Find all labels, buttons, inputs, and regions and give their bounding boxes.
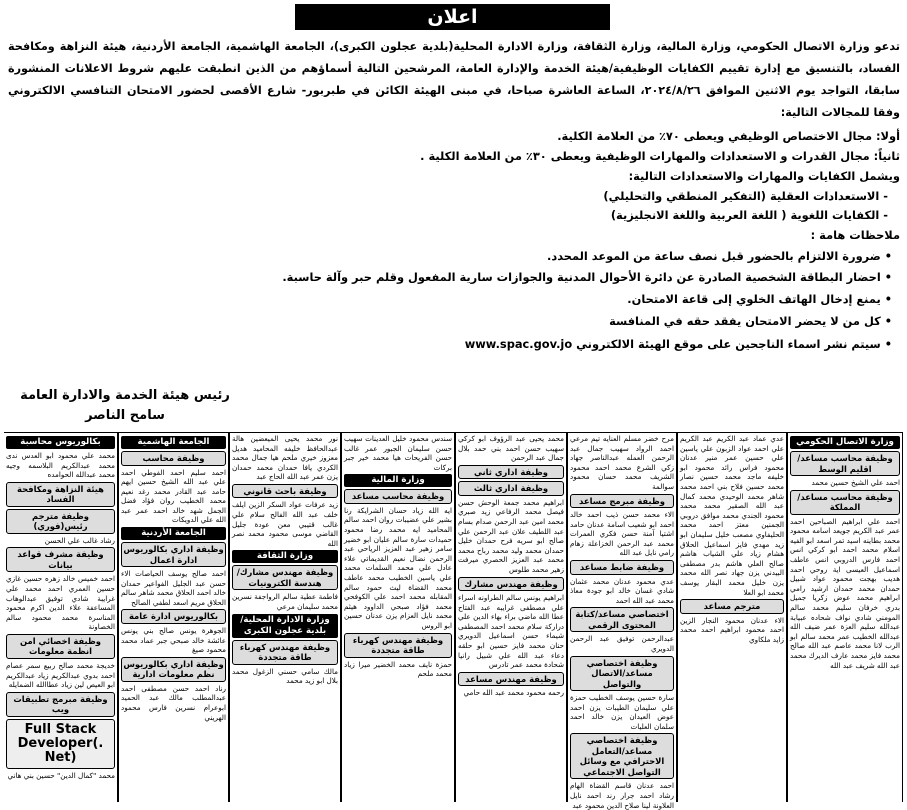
job-title: وظيفة محاسب مساعد/المملكة: [790, 490, 900, 515]
signature-block: [15, 386, 235, 426]
instruction-line: ويشمل الكفايات والمهارات والاستعدادات التالية:: [628, 169, 900, 183]
signature-title: رئيس هيئة الخدمة والادارة العامة: [20, 388, 230, 403]
job-title: وظيفة محاسب: [121, 451, 226, 466]
candidate-names: رناد احمد حسن مصطفى احمد عبدالمطلب مالك عبد الحميد ابوعرام نسرين فارس محمود الهريني: [121, 683, 226, 722]
table-column: [677, 432, 787, 802]
candidate-names: مرح خضر مسلم العنايه تيم مرعي احمد الرواد سهيب جمال عبد الرحمن العمله عبدالناصر جهاد زكي الشرع محمد احمد محمود الشريف محمد حسان محمود سوالمة: [570, 434, 674, 491]
table-column: [229, 432, 341, 802]
candidate-names: سندس محمود خليل العدينات سهيب حسن سليمان الجبور عمر غالب حسن الفريحات هيا محمد خير جبر بركات: [344, 434, 452, 472]
job-title: وظيفة محاسب مساعد: [344, 489, 452, 504]
intro-text: تدعو وزارة الاتصال الحكومي، وزارة المالية، وزارة الثقافة، وزارة الادارة المحلية(بلدية عجلون الكبرى)، الجامعة الهاشمية، الجامعة الأردنية، هيئة النزاهة ومكافحة الفساد، بالتنسيق مع إدارة تقييم الكفايات الوظيفية/هيئة الخدمة والإدارة العامة، المرشحين التالية أسماؤهم من الذين انطبقت عليهم شروط الاعلانات المنشورة سابقا، التواجد يوم الاثنين الموافق ٢٠٢٤/٨/٢٦، الساعة العاشرة صباحا، في مبنى الهيئة الكائن في طبربور- شارع الأقصى لحضور الامتحان التنافسي الالكتروني وفقا للمجالات التالية:: [8, 40, 900, 119]
candidate-names: ابراهيم يونس سالم الطراونه اسراء علي مصطفى غرايبه عبد الفتاح عطا الله ماضي براء بهاء الدين علي دراركة سلام محمد احمد المصطفى شيماء حسن اسماعيل الدويري حنان محمد فايز حسين ابو حلقه دعاء عبد الله علي شبيل رانيا شحادة محمد عمر تادرس: [458, 593, 564, 670]
institution-header: الجامعة الهاشمية: [121, 436, 226, 449]
job-title: وظيفة مهندس مساعد: [458, 672, 564, 687]
job-title: وظيفة مترجم رئيس(فوري): [6, 509, 115, 534]
table-column: [567, 432, 677, 810]
job-title: وظيفة اختصاصي مساعد/التعامل الاحترافي مع وسائل التواصل الاجتماعي: [570, 733, 674, 779]
candidate-names: محمد يحيى عبد الرؤوف ابو كركي سهيب حسن احمد بني حمد بلال جمال عبد الرحمن: [458, 434, 564, 463]
candidate-names: احمد علي ابراهيم الصباحين احمد عمر عبد الكريم جويعد اسامه محمود محمد بطاينه اسيد تمر اسعد ابو الفيه اسلام محمد احمد ابو كركي انس احمد فارس الدروبي انس عاطف اسماعيل العيسى اية روحي احمد هديب بهجت محمود عواد شبيل حمدان محمد حمدان ارشيد رامي ابراهيم محمد عوض زكريا جميل بدري خرفان سليم محمد سالم المومني شادي نواف شحاده عبيابة عبدالله سليم العزة عمر ضيف الله عبدالله الخطيب عمر محمد سالم ابو الرب لانا محمد عاصم عبد الله صالح محمد فايز محمد عارف الديرك محمد عبد الله شريف عبد الله: [790, 516, 900, 670]
candidate-names: فاطمة عطية سالم الرواجفة نسرين محمد سليمان مرعي: [232, 592, 338, 612]
signature-name: سامح الناصر: [85, 408, 165, 423]
candidate-names: خديجة محمد صالح ربيع سمر عصام احمد بدوي عبدالكريم زياد عبدالكريم ابو العيص لين زياد عطاالله الضمايله: [6, 660, 115, 690]
table-column: [118, 432, 229, 802]
candidate-names: محمد علي محمود ابو العدس ندى محمد عبدالكريم البلاسمه وجيه محمد عبدالله الحوامده: [6, 451, 115, 480]
candidates-table: [4, 432, 903, 810]
job-title: مترجم مساعد: [680, 599, 784, 614]
candidate-names: احمد سليم احمد الفوطي احمد علي عبد الله الشيخ حسين ايهم حامد عبد القادر محمد رغد نعيم محمد الخطيب روان فؤاد فضل الجمل شهد خالد احمد عمر عبد الله علي الدويكات: [121, 467, 226, 525]
job-title: هيئة النزاهة ومكافحة الفساد: [6, 482, 115, 507]
candidate-names: رحمه محمود محمد عبد الله حامي: [463, 688, 564, 698]
instruction-line: - الكفايات اللغوية ( اللغة العربية واللغة الانجليزية): [610, 208, 888, 222]
candidate-names: احمد خميس خالد زهره حسين غازي حسين العمري احمد محمد علي غرايبة شادي توفيق عبدالوهاب المساعفة علاء الدين اكرم محمود المناسرة محمد محمود سالم الخصاونة: [6, 574, 115, 632]
candidate-names: عدي عماد عبد الكريم عبد الكريم علي احمد عواد الزبون علي ياسين علي حسين عمر منير عدنان محمود فراس رائد محمود ابو خليفه ماجد محمد حسين نصار محمد حسين فلاح بني احمد محمد شاهر محمد الوحيدي محمد كمال عبد الله الصقير محمد محمد محمود الجندي محمد موافق دروبي الجمنين معتز احمد محمد الحليفاوي مصعب خليل سليمان ابو زيد مهدي فايز اسماعيل الحلاق هشام زياد علي الشياب هاشم صالح العلي هاشم بدر مصطفى البيدني يزن جهاد نصر الله محمد يزن خليل محمد البقار يوسف محمد ابو العلا: [680, 434, 784, 597]
job-title: وظيفة اداري ثاني: [458, 465, 564, 480]
candidate-names: مالك سامي حسني الزغول محمد بلال ابو زيد محمد: [232, 666, 338, 686]
table-column: [341, 432, 455, 802]
notes-heading: ملاحظات هامة :: [810, 228, 900, 242]
candidate-names: ابراهيم محمد جمعة الوحش حسن فيصل محمد الرفاعي زيد صبري محمد امين عبد الرحمن صدام بسام عبد اللطيف علان عبد الرحمن علي صالح ابو سريه فرح حمدان خليل حمدان محمد وليد محمد رباح محمد محمد عبد العزيز الحصري ميرفت زهير محمد طلوس: [458, 497, 564, 574]
candidate-names: رشاد غالب علي الحسن: [44, 535, 115, 545]
job-title: وظيفة اخصائي امن انظمة معلومات: [6, 634, 115, 659]
job-title: وظيفة مهندس كهرباء طاقة متجددة: [344, 633, 452, 658]
intro-paragraph: [8, 36, 900, 124]
candidate-names: الاء عدنان محمود النجار الزين احمد محمود ابراهيم احمد محمد زايد ملكاوي: [680, 615, 784, 644]
job-title: وظيفة مهندس مشارك: [458, 577, 564, 592]
candidate-names: سارة حسين يوسف الخطيب حمزة علي سليمان الطيبات يزن احمد عوض العيدان يزن خالد احمد سلمان العليات: [570, 693, 674, 731]
candidate-names: احمد عدنان قاسم القضاة الهام رشاد احمد جرار رند احمد نايل العلاونة لينا صلاح الدين محمود عبد: [570, 781, 674, 810]
candidate-names: الجوهرة يونس صالح بني يونس عائشة خالد صبحي جبر عماد محمد محمود صيغ: [121, 625, 226, 655]
note-item: • سيتم نشر اسماء الناجحين على موقع الهيئة الالكتروني www.spac.gov.jo: [464, 337, 892, 351]
table-column: [455, 432, 567, 802]
candidate-names: زيد عرفات عواد السكر الزين ايلف خلف عبد الله الفالح سلام علي غالب قتيبي معن عودة جليل القاضي موسى محمود محمد نصر الله: [232, 500, 338, 548]
institution-header: وزارة الثقافة: [232, 550, 338, 563]
table-column: [4, 432, 118, 802]
job-title: اختصاصي مساعد/كتابة المحتوى الرقمي: [570, 607, 674, 632]
job-title: وظيفة ضابط مساعد: [570, 560, 674, 575]
job-title: وظيفة مشرف قواعد بيانات: [6, 547, 115, 572]
job-title: Full Stack Developer(. Net): [6, 719, 115, 769]
institution-header: وزارة الادارة المحلية/بلدية عجلون الكبرى: [232, 614, 338, 638]
job-title: وظيفة محاسب مساعد/اقليم الوسط: [790, 451, 900, 476]
institution-header: وزارة الاتصال الحكومي: [790, 436, 900, 449]
note-item: • ضرورة الالتزام بالحضور قبل نصف ساعة من الموعد المحدد.: [547, 249, 892, 263]
candidate-names: حمزة نايف محمد الخضير ميرا زياد محمد ملحم: [344, 659, 452, 679]
candidate-names: احمد صالح يوسف الحياصات الاء حسن عبد الجليل الفواعير حمدان خالد احمد الحلاق محمد شاهر سالم الحلاق مريم اسعد لطفي الصالح: [121, 569, 226, 607]
candidate-names: عبدالرحمن توفيق عبد الرحمن الدويري: [570, 634, 674, 653]
job-title: وظيفة اداري بكالوريوس ادارة اعمال: [121, 542, 226, 567]
candidate-names: محمد "كمال الدين" حسين بني هاني: [7, 770, 115, 780]
job-title: وظيفة اداري ثالث: [458, 481, 564, 496]
job-title: بكالوريوس ادارة عامة: [121, 609, 226, 624]
job-title: وظيفة باحث قانوني: [232, 484, 338, 499]
note-item: • كل من لا يحضر الامتحان يفقد حقه في المنافسة: [609, 314, 892, 328]
announcement-title: اعلان: [295, 4, 610, 30]
institution-header: الجامعة الأردنية: [121, 527, 226, 540]
instruction-line: ثانياً: مجال القدرات و الاستعدادات والمهارات الوظيفية ويعطى ٣٠٪ من العلامة الكلية .: [420, 149, 900, 163]
job-title: وظيفة مبرمج مساعد: [570, 494, 674, 509]
job-title: وظيفة مهندس مشارك/ هندسة الكترونيات: [232, 565, 338, 590]
job-title: وظيفة اختصاصي مساعد/الاتصال والتواصل: [570, 656, 674, 692]
candidate-names: عدي محمود عدنان محمد عثمان شادي غسان خالد ابو جودة معاذ محمد عبد الله احمد: [570, 576, 674, 605]
note-item: • يمنع إدخال الهاتف الخلوي إلى قاعة الامتحان.: [627, 292, 892, 306]
instruction-line: أولا: مجال الاختصاص الوظيفي ويعطى ٧٠٪ من العلامة الكلية.: [557, 129, 900, 143]
candidate-names: ايه الله زياد حسان الشرايكة رنا بشير علي عضيبات روان احمد سالم المحاميد ايه محمد رضا محمود حميدات سارة سالم عليان ابو خضير سامر زهير عبد العزيز الرياحي عبد الرحمن نضال نعيم القديماتي علاء عادل علي محمد السلمات محمد علي ياسين الخطيب محمد عاطف محمد القضاة ليث حمود سالم المقابله محمد احمد علي الكوفحي محمد فؤاد صبحي الداوود هيثم محمد نايل العزام يزن عدنان حسين ابو الروس: [344, 505, 452, 630]
institution-header: وزارة المالية: [344, 474, 452, 487]
table-column: [787, 432, 903, 802]
candidate-names: احمد علي الشيخ حسين محمد: [811, 478, 900, 487]
candidate-names: الاء محمد حسن ذيب احمد خالد احمد ابو شعيب اسامة عدنان حامد اشتيا آمنة حسن فكري العمرات محمد عبد الرحمن الخزاعلة زهام رامي نايل عبد الله: [570, 510, 674, 558]
job-title: وظيفة اداري بكالوريوس نظم معلومات ادارية: [121, 657, 226, 682]
job-title: وظيفة مهندس كهرباء طاقة متجددة: [232, 640, 338, 665]
instruction-line: - الاستعدادات العقلية (التفكير المنطقي والتحليلي): [603, 189, 888, 203]
candidate-names: نور محمد يحيى الميعضين هالة عبدالحافظ خليفه المحاميد هديل معزوز خيري ملحم هيا جمال محمد الكردي يافا حمدان محمد حمدان يزن عمر عبد الله الحاج عبد: [232, 434, 338, 482]
institution-header: بكالوريوس محاسبة: [6, 436, 115, 449]
job-title: وظيفة مبرمج تطبيقات ويب: [6, 692, 115, 717]
note-item: • احضار البطاقة الشخصية الصادرة عن دائرة الأحوال المدنية والجوازات سارية المفعول وقلم حبر وآلة حاسبة.: [282, 270, 892, 284]
